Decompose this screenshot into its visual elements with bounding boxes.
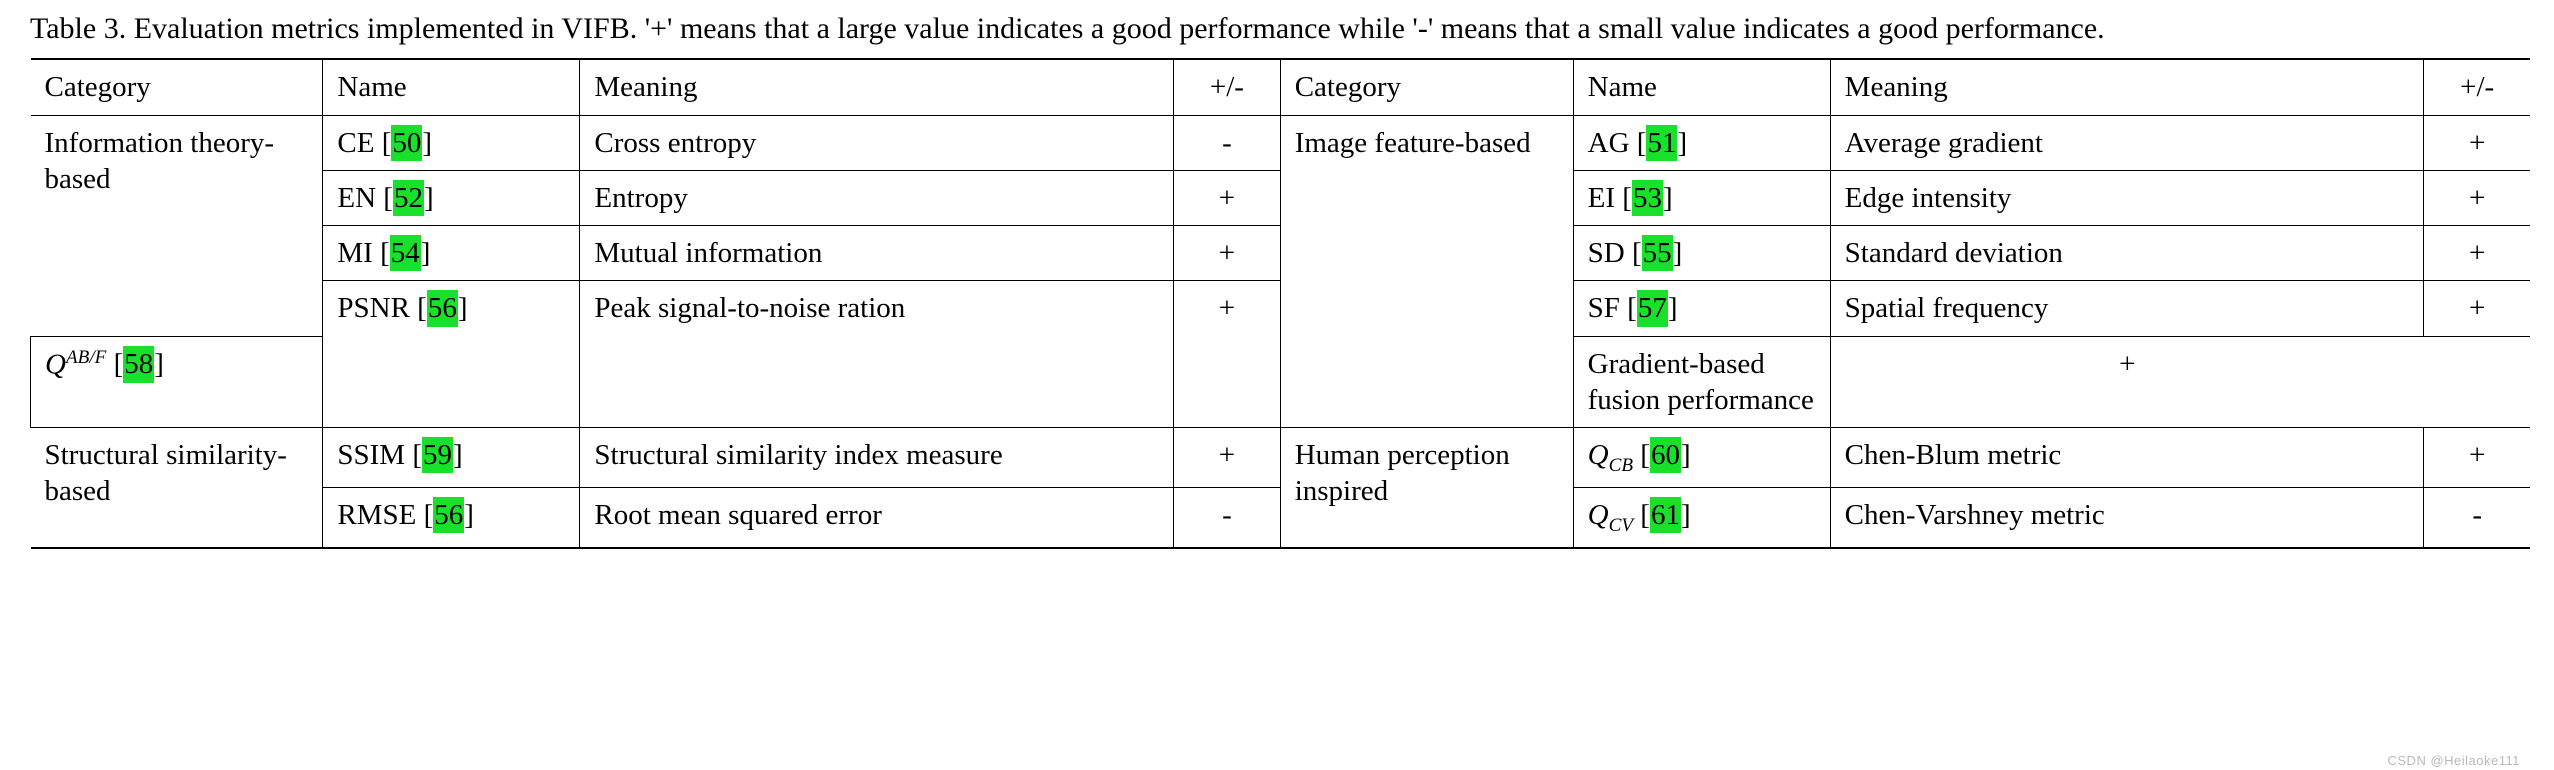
metric-pm-cell: + bbox=[2424, 170, 2530, 225]
category-cell-image-feature bbox=[1280, 115, 1573, 428]
citation-ref[interactable]: 50 bbox=[391, 125, 422, 161]
metric-meaning-cell: Peak signal-to-noise ration bbox=[580, 281, 1174, 428]
citation-bracket: [61] bbox=[1640, 499, 1690, 531]
citation-ref[interactable]: 56 bbox=[433, 497, 464, 533]
metric-pm-cell: + bbox=[2424, 428, 2530, 488]
metric-meaning-cell: Structural similarity index measure bbox=[580, 428, 1174, 488]
metric-name: SF bbox=[1587, 292, 1620, 325]
metric-name: Q bbox=[45, 348, 66, 381]
category-cell-human-perception bbox=[1280, 428, 1573, 548]
citation-ref[interactable]: 61 bbox=[1650, 497, 1681, 533]
metric-meaning-cell: Cross entropy bbox=[580, 115, 1174, 170]
citation-bracket: [56] bbox=[424, 499, 474, 531]
metric-name-cell bbox=[1573, 428, 1830, 488]
metric-name-cell bbox=[1573, 115, 1830, 170]
table-header-row bbox=[31, 59, 2531, 115]
metric-name-cell bbox=[1573, 281, 1830, 336]
metric-meaning-cell: Chen-Varshney metric bbox=[1830, 487, 2424, 547]
metric-name: Q bbox=[1587, 498, 1609, 531]
header-category-right: Category bbox=[1280, 59, 1573, 115]
metric-pm-cell: + bbox=[1174, 170, 1281, 225]
citation-bracket: [56] bbox=[417, 292, 467, 324]
metric-meaning-cell: Chen-Blum metric bbox=[1830, 428, 2424, 488]
metric-name-cell bbox=[323, 428, 580, 488]
citation-ref[interactable]: 52 bbox=[393, 180, 424, 216]
header-name-left: Name bbox=[323, 59, 580, 115]
metric-name-subscript: CB bbox=[1608, 454, 1634, 476]
metric-name-subscript: CV bbox=[1608, 514, 1634, 536]
citation-ref[interactable]: 59 bbox=[422, 437, 453, 473]
metric-name: MI bbox=[337, 237, 373, 270]
metric-name: SSIM bbox=[337, 439, 406, 472]
category-label: Structural similarity-based bbox=[44, 439, 287, 508]
header-name-right: Name bbox=[1573, 59, 1830, 115]
metric-name-cell bbox=[323, 115, 580, 170]
metric-pm-cell: + bbox=[1174, 281, 1281, 428]
metric-name-cell bbox=[1573, 226, 1830, 281]
citation-ref[interactable]: 54 bbox=[390, 235, 421, 271]
evaluation-metrics-table bbox=[30, 58, 2530, 548]
metric-meaning-cell: Standard deviation bbox=[1830, 226, 2424, 281]
category-label: Information theory-based bbox=[44, 126, 275, 195]
citation-bracket: [52] bbox=[383, 182, 433, 214]
metric-pm-cell: - bbox=[1174, 487, 1281, 547]
metric-pm-cell: - bbox=[2424, 487, 2530, 547]
metric-name: EI bbox=[1587, 181, 1616, 214]
citation-bracket: [54] bbox=[380, 237, 430, 269]
metric-pm-cell: + bbox=[1174, 226, 1281, 281]
citation-ref[interactable]: 53 bbox=[1632, 180, 1663, 216]
citation-ref[interactable]: 57 bbox=[1637, 290, 1668, 326]
category-label: Human perception inspired bbox=[1294, 439, 1510, 508]
citation-bracket: [59] bbox=[412, 439, 462, 471]
metric-pm-cell: + bbox=[1830, 336, 2424, 428]
metric-name-cell bbox=[323, 487, 580, 547]
citation-ref[interactable]: 55 bbox=[1642, 235, 1673, 271]
header-meaning-right: Meaning bbox=[1830, 59, 2424, 115]
metric-pm-cell: + bbox=[2424, 115, 2530, 170]
metric-pm-cell: + bbox=[2424, 226, 2530, 281]
metric-name: CE bbox=[337, 126, 375, 159]
metric-name-cell bbox=[323, 281, 580, 428]
metric-name-superscript: AB/F bbox=[65, 346, 107, 368]
metric-name: Q bbox=[1587, 439, 1609, 472]
metric-name: EN bbox=[337, 181, 377, 214]
citation-bracket: [60] bbox=[1640, 439, 1690, 471]
metric-pm-cell: - bbox=[1174, 115, 1281, 170]
citation-bracket: [57] bbox=[1627, 292, 1677, 324]
metric-meaning-cell: Mutual information bbox=[580, 226, 1174, 281]
category-label: Image feature-based bbox=[1294, 126, 1531, 159]
citation-bracket: [51] bbox=[1637, 127, 1687, 159]
metric-meaning-cell: Edge intensity bbox=[1830, 170, 2424, 225]
metric-pm-cell: + bbox=[1174, 428, 1281, 488]
metric-meaning-cell: Root mean squared error bbox=[580, 487, 1174, 547]
metric-meaning-cell: Gradient-based fusion performance bbox=[1573, 336, 1830, 428]
citation-ref[interactable]: 56 bbox=[427, 290, 458, 326]
metric-name: RMSE bbox=[337, 498, 417, 531]
header-category-left: Category bbox=[31, 59, 323, 115]
watermark-text: CSDN @Heilaoke111 bbox=[2387, 753, 2520, 768]
table-caption: Table 3. Evaluation metrics implemented in VIFB. '+' means that a large value indicates a good performance while '-' means that a small value indicates a good performance. bbox=[30, 12, 2105, 45]
metric-name: AG bbox=[1587, 126, 1630, 159]
citation-ref[interactable]: 58 bbox=[123, 346, 154, 382]
metric-name-cell bbox=[1573, 487, 1830, 547]
metric-meaning-cell: Spatial frequency bbox=[1830, 281, 2424, 336]
citation-bracket: [50] bbox=[382, 127, 432, 159]
table-row bbox=[31, 115, 2531, 170]
category-cell-structural-similarity bbox=[31, 428, 323, 548]
metric-name-cell bbox=[31, 336, 323, 428]
header-meaning-left: Meaning bbox=[580, 59, 1174, 115]
citation-bracket: [55] bbox=[1632, 237, 1682, 269]
metric-pm-cell: + bbox=[2424, 281, 2530, 336]
metric-name: SD bbox=[1587, 237, 1625, 270]
citation-ref[interactable]: 51 bbox=[1646, 125, 1677, 161]
citation-bracket: [53] bbox=[1622, 182, 1672, 214]
metric-name: PSNR bbox=[337, 292, 410, 325]
header-pm-right: +/- bbox=[2424, 59, 2530, 115]
metric-meaning-cell: Entropy bbox=[580, 170, 1174, 225]
metric-name-cell bbox=[323, 226, 580, 281]
metric-name-cell bbox=[1573, 170, 1830, 225]
metric-name-cell bbox=[323, 170, 580, 225]
category-cell-information-theory bbox=[31, 115, 323, 336]
metric-meaning-cell: Average gradient bbox=[1830, 115, 2424, 170]
citation-ref[interactable]: 60 bbox=[1650, 437, 1681, 473]
header-pm-left: +/- bbox=[1174, 59, 1281, 115]
citation-bracket: [58] bbox=[114, 348, 164, 380]
table-row bbox=[31, 428, 2531, 488]
